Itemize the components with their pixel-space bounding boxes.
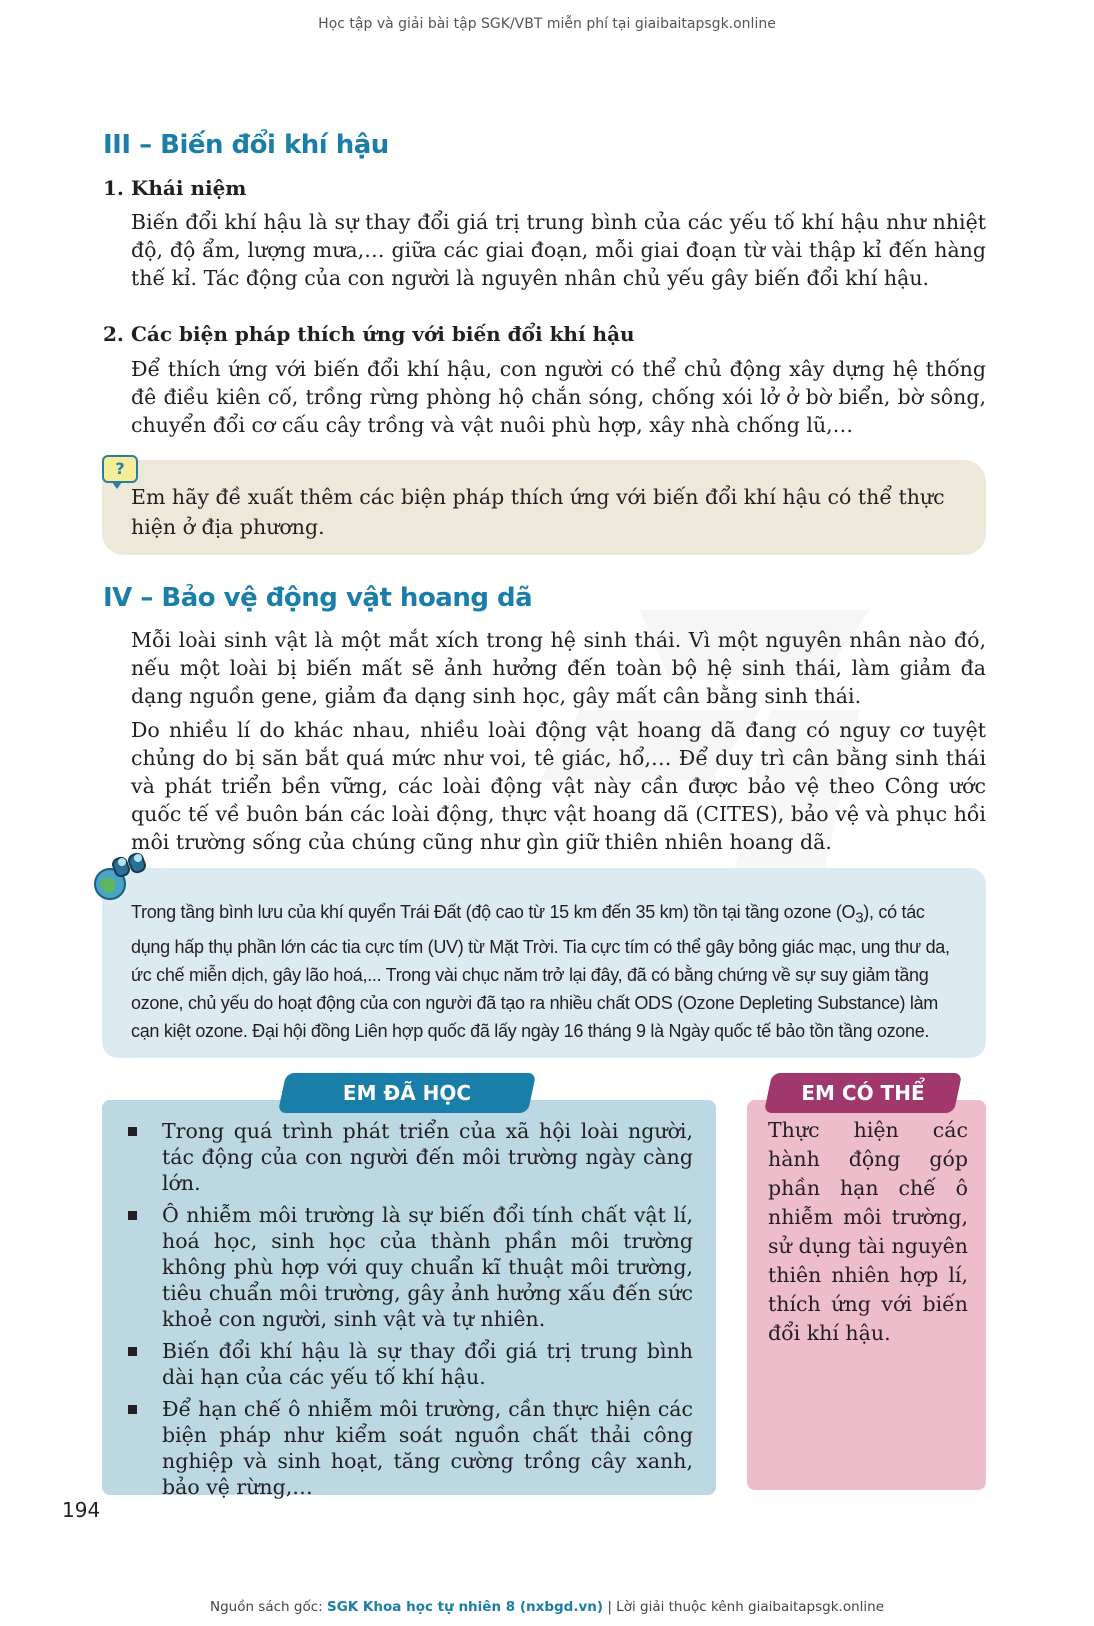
list-item [128, 1338, 693, 1390]
learned-title: EM ĐÃ HỌC [342, 1081, 472, 1105]
page-number: 194 [62, 1498, 101, 1522]
subheading-number: 2. [103, 322, 124, 346]
square-bullet-icon [128, 1405, 137, 1414]
ozone-info-part-1: Trong tầng bình lưu của khí quyển Trái Đất (độ cao từ 15 km đến 35 km) tồn tại tầng ozone (O [131, 902, 856, 922]
question-text: Em hãy đề xuất thêm các biện pháp thích ứng với biến đổi khí hậu có thể thực hiện ở địa phương. [131, 485, 945, 539]
learned-list [128, 1118, 693, 1506]
paragraph-wildlife-1: Mỗi loài sinh vật là một mắt xích trong hệ sinh thái. Vì một nguyên nhân nào đó, nếu một loài bị biến mất sẽ ảnh hưởng đến toàn bộ hệ sinh thái, làm giảm đa dạng nguồn gene, giảm đa dạng sinh học, gây mất cân bằng sinh thái. [131, 628, 986, 708]
list-item-text: Ô nhiễm môi trường là sự biến đổi tính chất vật lí, hoá học, sinh học của thành phần môi trường không phù hợp với quy chuẩn kĩ thuật môi trường, tiêu chuẩn môi trường, gây ảnh hưởng xấu đến sức khoẻ con người, sinh vật và tự nhiên. [162, 1203, 693, 1331]
square-bullet-icon [128, 1347, 137, 1356]
paragraph-concept: Biến đổi khí hậu là sự thay đổi giá trị trung bình của các yếu tố khí hậu như nhiệt độ, độ ẩm, lượng mưa,… giữa các giai đoạn, mỗi giai đoạn từ vài thập kỉ đến hàng thế kỉ. Tác động của con người là nguyên nhân chủ yếu gây biến đổi khí hậu. [131, 210, 986, 290]
paragraph-wildlife-2: Do nhiều lí do khác nhau, nhiều loài động vật hoang dã đang có nguy cơ tuyệt chủng do bị săn bắt quá mức như voi, tê giác, hổ,… Để duy trì cân bằng sinh thái và phát triển bền vững, các loài động vật này cần được bảo vệ theo Công ước quốc tế về buôn bán các loài động, thực vật hoang dã (CITES), bảo vệ và phục hồi môi trường sống của chúng cũng như gìn giữ thiên nhiên hoang dã. [131, 718, 986, 854]
footer-suffix: | Lời giải thuộc kênh giaibaitapsgk.online [603, 1599, 885, 1615]
list-item [128, 1202, 693, 1332]
square-bullet-icon [128, 1211, 137, 1220]
subheading-adaptation [103, 322, 635, 346]
can-do-text: Thực hiện các hành động góp phần hạn chế ô nhiễm môi trường, sử dụng tài nguyên thiên nhiên hợp lí, thích ứng với biến đổi khí hậu. [768, 1118, 968, 1345]
binoculars-icon [92, 852, 152, 902]
subheading-title: Khái niệm [131, 176, 247, 200]
list-item [128, 1118, 693, 1196]
section-title-climate-change: III – Biến đổi khí hậu [103, 130, 389, 160]
list-item-text: Trong quá trình phát triển của xã hội loài người, tác động của con người đến môi trường ngày càng lớn. [162, 1119, 693, 1195]
subheading-concept [103, 176, 246, 200]
footer [0, 1599, 1094, 1615]
can-do-title: EM CÓ THỂ [801, 1081, 925, 1105]
footer-book-link[interactable]: SGK Khoa học tự nhiên 8 (nxbgd.vn) [326, 1599, 604, 1615]
ozone-info-text [131, 898, 961, 1045]
subheading-number: 1. [103, 176, 124, 200]
section-title-wildlife: IV – Bảo vệ động vật hoang dã [103, 583, 533, 613]
footer-prefix: Nguồn sách gốc: [209, 1599, 327, 1615]
square-bullet-icon [128, 1127, 137, 1136]
question-icon: ? [102, 455, 138, 483]
site-header: Học tập và giải bài tập SGK/VBT miễn phí tại giaibaitapsgk.online [318, 16, 776, 32]
list-item-text: Biến đổi khí hậu là sự thay đổi giá trị trung bình dài hạn của các yếu tố khí hậu. [162, 1339, 693, 1389]
subheading-title: Các biện pháp thích ứng với biến đổi khí hậu [131, 322, 635, 346]
list-item-text: Để hạn chế ô nhiễm môi trường, cần thực hiện các biện pháp như kiểm soát nguồn chất thải công nghiệp và sinh hoạt, tăng cường trồng cây xanh, bảo vệ rừng,… [162, 1397, 693, 1499]
list-item [128, 1396, 693, 1500]
paragraph-adaptation: Để thích ứng với biến đổi khí hậu, con người có thể chủ động xây dựng hệ thống đê điều kiên cố, trồng rừng phòng hộ chắn sóng, chống xói lở ở bờ biển, bờ sông, chuyển đổi cơ cấu cây trồng và vật nuôi phù hợp, xây nhà chống lũ,… [131, 357, 986, 437]
ozone-info-part-2: ), có tác dụng hấp thụ phần lớn các tia cực tím (UV) từ Mặt Trời. Tia cực tím có thể gây bỏng giác mạc, ung thư da, ức chế miễn dịch, gây lão hoá,... Trong vài chục năm trở lại đây, đã có bằng chứng về sự suy giảm tầng ozone, chủ yếu do hoạt động của con người đã tạo ra nhiều chất ODS (Ozone Depleting Substance) làm cạn kiệt ozone. Đại hội đồng Liên hợp quốc đã lấy ngày 16 tháng 9 là Ngày quốc tế bảo tồn tầng ozone. [131, 902, 950, 1041]
ozone-subscript: 3 [855, 909, 864, 927]
